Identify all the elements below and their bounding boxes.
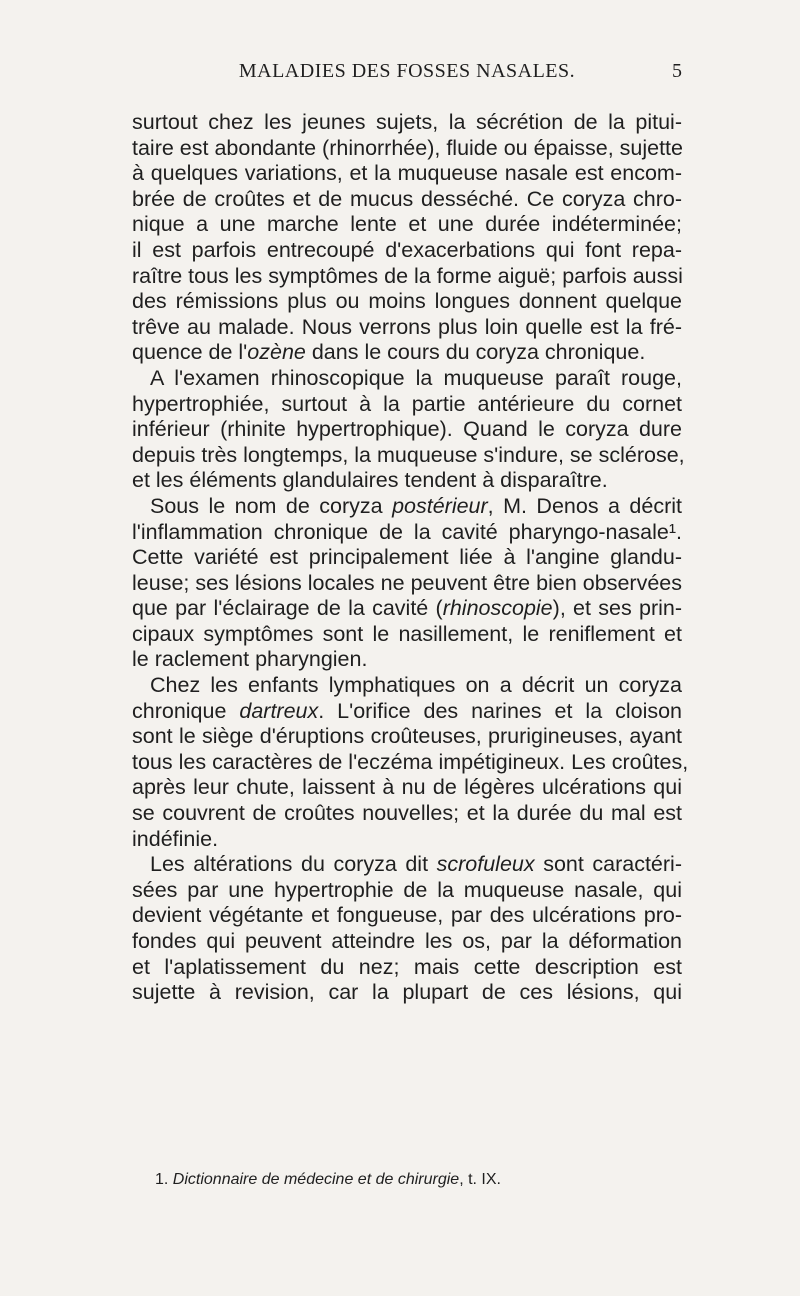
text-line: et les éléments glandulaires tendent à disparaître.	[132, 468, 608, 493]
text-line: indéfinie.	[132, 826, 219, 851]
page-number: 5	[672, 60, 682, 82]
footnote	[155, 1171, 682, 1189]
text-line: brée de croûtes et de mucus desséché. Ce coryza chro-	[132, 186, 682, 211]
text-line: l'inflammation chronique de la cavité pharyngo-nasale¹.	[132, 519, 682, 544]
text-line: le raclement pharyngien.	[132, 647, 368, 672]
text-line: leuse; ses lésions locales ne peuvent être bien observées	[132, 570, 682, 595]
text-line: inférieur (rhinite hypertrophique). Quand le coryza dure	[132, 417, 682, 442]
text-line: sujette à revision, car la plupart de ces lésions, qui	[132, 980, 682, 1005]
text-line: à quelques variations, et la muqueuse nasale est encom-	[132, 161, 682, 186]
text-line: sont le siège d'éruptions croûteuses, prurigineuses, ayant	[132, 724, 682, 749]
text-line: taire est abondante (rhinorrhée), fluide ou épaisse, sujette	[132, 135, 683, 160]
running-title: MALADIES DES FOSSES NASALES.	[238, 60, 576, 82]
footnote-citation: Dictionnaire de médecine et de chirurgie	[172, 1171, 460, 1188]
footnote-number: 1.	[155, 1171, 169, 1188]
text-line: nique a une marche lente et une durée indéterminée;	[132, 212, 682, 237]
text-line: que par l'éclairage de la cavité (rhinoscopie), et ses prin-	[132, 596, 683, 621]
text-line: A l'examen rhinoscopique la muqueuse paraît rouge,	[150, 365, 682, 390]
text-line: Chez les enfants lymphatiques on a décrit un coryza	[150, 673, 682, 698]
body-text	[132, 110, 689, 1006]
footnote-volume: , t. IX.	[459, 1171, 501, 1188]
running-head	[132, 60, 682, 90]
text-line: se couvrent de croûtes nouvelles; et la durée du mal est	[132, 801, 682, 826]
text-line: raître tous les symptômes de la forme aiguë; parfois aussi	[132, 263, 683, 288]
text-line: cipaux symptômes sont le nasillement, le reniflement et	[132, 621, 682, 646]
text-line: quence de l'ozène dans le cours du coryza chronique.	[132, 340, 646, 365]
text-line: fondes qui peuvent atteindre les os, par la déformation	[132, 929, 682, 953]
text-line: surtout chez les jeunes sujets, la sécrétion de la pitui-	[132, 110, 682, 134]
text-line: après leur chute, laissent à nu de légères ulcérations qui	[132, 775, 682, 800]
text-line: hypertrophiée, surtout à la partie antérieure du cornet	[132, 391, 682, 416]
text-line: Cette variété est principalement liée à l'angine glandu-	[132, 545, 682, 570]
text-line: sées par une hypertrophie de la muqueuse nasale, qui	[132, 877, 682, 902]
text-line: trêve au malade. Nous verrons plus loin quelle est la fré-	[132, 314, 682, 339]
text-line: depuis très longtemps, la muqueuse s'indure, se sclérose,	[132, 442, 685, 467]
text-line: Sous le nom de coryza postérieur, M. Denos a décrit	[150, 493, 683, 518]
text-line: tous les caractères de l'eczéma impétigineux. Les croûtes,	[132, 749, 689, 774]
text-line: chronique dartreux. L'orifice des narines et la cloison	[132, 698, 683, 723]
text-line: des rémissions plus ou moins longues donnent quelque	[132, 289, 682, 314]
text-line: Les altérations du coryza dit scrofuleux sont caractéri-	[150, 852, 682, 877]
text-line: il est parfois entrecoupé d'exacerbations qui font repa-	[132, 237, 682, 262]
text-line: devient végétante et fongueuse, par des ulcérations pro-	[132, 903, 682, 928]
text-line: et l'aplatissement du nez; mais cette description est	[132, 954, 682, 979]
